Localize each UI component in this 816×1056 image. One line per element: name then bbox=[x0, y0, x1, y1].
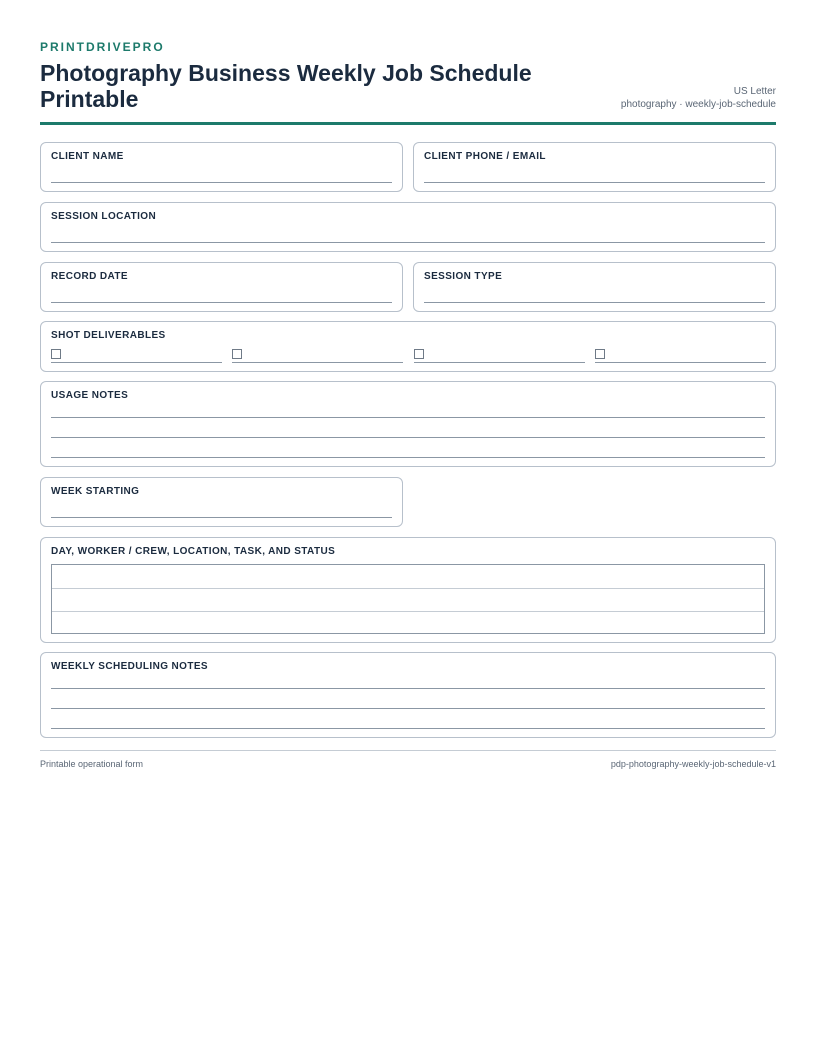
deliverable-item[interactable] bbox=[595, 349, 766, 363]
form-id: pdp-photography-weekly-job-schedule-v1 bbox=[610, 759, 776, 769]
client-name-field[interactable] bbox=[40, 142, 403, 192]
session-type-field[interactable] bbox=[413, 262, 776, 312]
session-type-line[interactable] bbox=[424, 302, 765, 303]
week-starting-line[interactable] bbox=[51, 517, 392, 518]
page-tags: photography · weekly-job-schedule bbox=[620, 99, 776, 110]
shot-deliverables-label: SHOT DELIVERABLES bbox=[51, 330, 166, 341]
usage-notes-line[interactable] bbox=[51, 417, 765, 418]
record-date-label: RECORD DATE bbox=[51, 271, 128, 282]
paper-format: US Letter bbox=[733, 86, 776, 97]
deliverable-item[interactable] bbox=[51, 349, 222, 363]
client-contact-label: CLIENT PHONE / EMAIL bbox=[424, 151, 546, 162]
weekly-notes-line[interactable] bbox=[51, 728, 765, 729]
client-name-label: CLIENT NAME bbox=[51, 151, 124, 162]
client-name-line[interactable] bbox=[51, 182, 392, 183]
checkbox-icon[interactable] bbox=[51, 349, 61, 359]
schedule-table-field bbox=[40, 537, 776, 643]
record-date-field[interactable] bbox=[40, 262, 403, 312]
week-starting-label: WEEK STARTING bbox=[51, 486, 140, 497]
shot-deliverables-field bbox=[40, 321, 776, 372]
week-starting-field[interactable] bbox=[40, 477, 403, 527]
footer-rule bbox=[40, 750, 776, 751]
session-location-line[interactable] bbox=[51, 242, 765, 243]
deliverable-line[interactable] bbox=[414, 362, 585, 363]
page-meta bbox=[621, 85, 776, 111]
weekly-notes-line[interactable] bbox=[51, 688, 765, 689]
client-contact-line[interactable] bbox=[424, 182, 765, 183]
table-row-divider bbox=[52, 611, 764, 612]
deliverable-item[interactable] bbox=[414, 349, 585, 363]
checkbox-icon[interactable] bbox=[414, 349, 424, 359]
session-location-label: SESSION LOCATION bbox=[51, 211, 157, 222]
usage-notes-label: USAGE NOTES bbox=[51, 390, 129, 401]
deliverable-line[interactable] bbox=[232, 362, 403, 363]
brand-name: PRINTDRIVEPRO bbox=[40, 40, 165, 54]
session-type-label: SESSION TYPE bbox=[424, 271, 503, 282]
session-location-field[interactable] bbox=[40, 202, 776, 252]
weekly-notes-label: WEEKLY SCHEDULING NOTES bbox=[51, 661, 208, 672]
usage-notes-field[interactable] bbox=[40, 381, 776, 467]
deliverable-line[interactable] bbox=[51, 362, 222, 363]
weekly-notes-line[interactable] bbox=[51, 708, 765, 709]
checkbox-icon[interactable] bbox=[595, 349, 605, 359]
weekly-notes-field[interactable] bbox=[40, 652, 776, 738]
usage-notes-line[interactable] bbox=[51, 457, 765, 458]
page-title: Photography Business Weekly Job Schedule Printable bbox=[40, 60, 532, 112]
schedule-table[interactable] bbox=[51, 564, 765, 634]
usage-notes-line[interactable] bbox=[51, 437, 765, 438]
schedule-table-label: DAY, WORKER / CREW, LOCATION, TASK, AND STATUS bbox=[51, 546, 336, 557]
client-contact-field[interactable] bbox=[413, 142, 776, 192]
footer-caption: Printable operational form bbox=[40, 759, 144, 769]
deliverable-line[interactable] bbox=[595, 362, 766, 363]
deliverable-item[interactable] bbox=[232, 349, 403, 363]
header-rule bbox=[40, 122, 776, 125]
table-row-divider bbox=[52, 588, 764, 589]
checkbox-icon[interactable] bbox=[232, 349, 242, 359]
record-date-line[interactable] bbox=[51, 302, 392, 303]
